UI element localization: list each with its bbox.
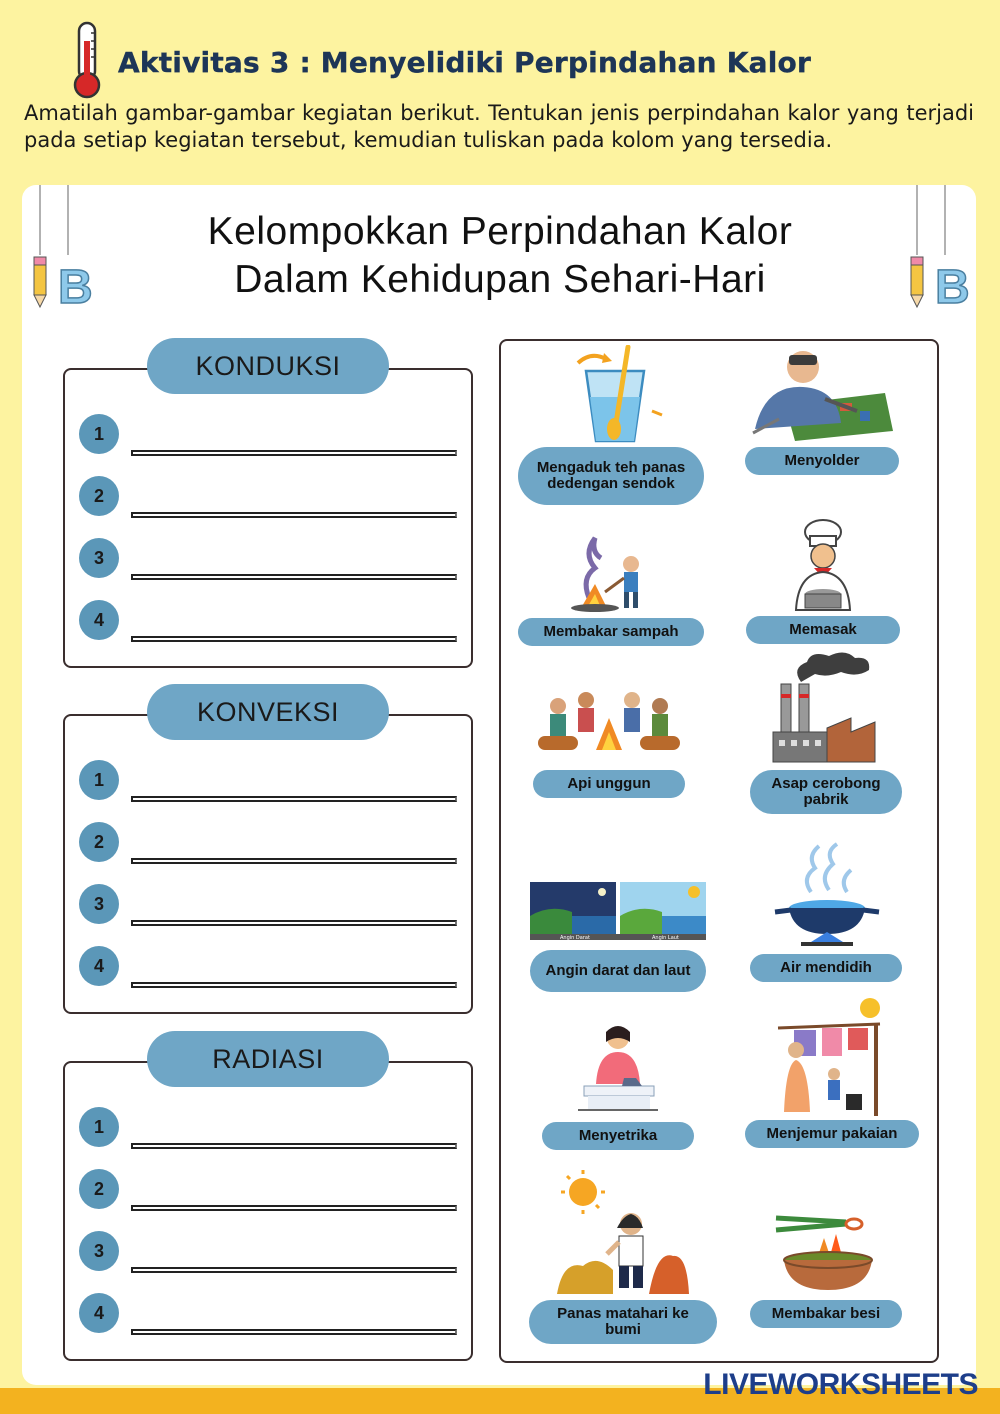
answer-row — [79, 822, 451, 866]
activity-header — [70, 22, 811, 102]
number-badge: 3 — [79, 1231, 119, 1271]
activity-label: Panas matahari ke bumi — [529, 1300, 717, 1344]
konduksi-answer-4[interactable] — [131, 636, 457, 642]
activity-card[interactable] — [542, 1024, 694, 1150]
activity-label: Menyetrika — [542, 1122, 694, 1150]
main-title-line-1: Kelompokkan Perpindahan Kalor — [207, 210, 793, 253]
answer-row — [79, 1107, 451, 1151]
number-badge: 1 — [79, 1107, 119, 1147]
konveksi-answer-3[interactable] — [131, 920, 457, 926]
activity-card[interactable] — [746, 518, 900, 644]
number-badge: 2 — [79, 822, 119, 862]
liveworksheets-watermark: LIVEWORKSHEETS — [703, 1368, 978, 1401]
instructions-text: Amatilah gambar-gambar kegiatan berikut. Tentukan jenis perpindahan kalor yang terjadi pada setiap kegiatan tersebut, kemudian tuliskan pada kolom yang tersedia. — [24, 101, 974, 152]
answer-row — [79, 538, 451, 582]
stirring-tea-icon — [556, 345, 666, 445]
radiasi-answer-1[interactable] — [131, 1143, 457, 1149]
activity-card[interactable] — [529, 1170, 717, 1344]
section-konduksi — [63, 350, 473, 668]
campfire-icon — [534, 684, 684, 760]
factory-chimney-icon — [771, 648, 881, 764]
breeze-caption-left: Angin Darat — [560, 935, 590, 940]
burning-trash-icon — [561, 528, 661, 612]
activity-label: Membakar besi — [750, 1300, 902, 1328]
answer-row — [79, 1231, 451, 1275]
konduksi-answer-1[interactable] — [131, 450, 457, 456]
activity-label: Air mendidih — [750, 954, 902, 982]
number-badge: 4 — [79, 600, 119, 640]
breeze-caption-right: Angin Laut — [652, 935, 679, 940]
radiasi-answer-2[interactable] — [131, 1205, 457, 1211]
burning-iron-icon — [766, 1208, 886, 1292]
number-badge: 4 — [79, 946, 119, 986]
activity-title: Aktivitas 3 : Menyelidiki Perpindahan Kalor — [118, 45, 812, 79]
konveksi-answer-2[interactable] — [131, 858, 457, 864]
boiling-water-icon — [771, 842, 881, 946]
soldering-icon — [745, 345, 895, 441]
activity-card[interactable] — [533, 684, 685, 798]
main-title-line-2: Dalam Kehidupan Sehari-Hari — [234, 258, 766, 301]
answer-row — [79, 1169, 451, 1213]
activity-card[interactable] — [750, 842, 902, 982]
activity-label: Membakar sampah — [518, 618, 704, 646]
activity-card[interactable] — [745, 994, 919, 1148]
section-label-konduksi: KONDUKSI — [147, 338, 389, 394]
activity-label: Menjemur pakaian — [745, 1120, 919, 1148]
activity-card[interactable] — [750, 648, 902, 814]
answer-row — [79, 884, 451, 928]
activity-card[interactable] — [750, 1208, 902, 1328]
radiasi-answer-4[interactable] — [131, 1329, 457, 1335]
svg-text:B: B — [58, 261, 93, 310]
land-sea-breeze-icon — [530, 882, 706, 940]
radiasi-answer-3[interactable] — [131, 1267, 457, 1273]
number-badge: 3 — [79, 538, 119, 578]
chef-cooking-icon — [778, 518, 868, 612]
konveksi-answer-4[interactable] — [131, 982, 457, 988]
konduksi-answer-2[interactable] — [131, 512, 457, 518]
drying-clothes-icon — [774, 994, 890, 1118]
konveksi-answer-1[interactable] — [131, 796, 457, 802]
answer-row — [79, 414, 451, 458]
answer-row — [79, 600, 451, 644]
svg-text:B: B — [935, 261, 970, 310]
sun-heat-icon — [553, 1170, 693, 1298]
thermometer-icon — [70, 21, 104, 103]
section-konveksi — [63, 696, 473, 1014]
number-badge: 1 — [79, 760, 119, 800]
answer-row — [79, 760, 451, 804]
section-label-radiasi: RADIASI — [147, 1031, 389, 1087]
activity-card[interactable] — [518, 345, 704, 505]
number-badge: 2 — [79, 1169, 119, 1209]
konduksi-answer-3[interactable] — [131, 574, 457, 580]
section-radiasi — [63, 1043, 473, 1361]
activity-label: Memasak — [746, 616, 900, 644]
answer-row — [79, 946, 451, 990]
activity-label: Menyolder — [745, 447, 899, 475]
answer-row — [79, 1293, 451, 1337]
ironing-icon — [570, 1024, 666, 1114]
activity-label: Angin darat dan laut — [530, 950, 706, 992]
activity-card[interactable] — [530, 882, 706, 992]
main-title — [0, 208, 1000, 304]
number-badge: 2 — [79, 476, 119, 516]
activity-card[interactable] — [518, 528, 704, 646]
answer-row — [79, 476, 451, 520]
number-badge: 4 — [79, 1293, 119, 1333]
section-label-konveksi: KONVEKSI — [147, 684, 389, 740]
activity-label: Api unggun — [533, 770, 685, 798]
activity-card[interactable] — [740, 345, 900, 475]
number-badge: 3 — [79, 884, 119, 924]
number-badge: 1 — [79, 414, 119, 454]
activity-label: Mengaduk teh panas dedengan sendok — [518, 447, 704, 505]
activity-label: Asap cerobong pabrik — [750, 770, 902, 814]
